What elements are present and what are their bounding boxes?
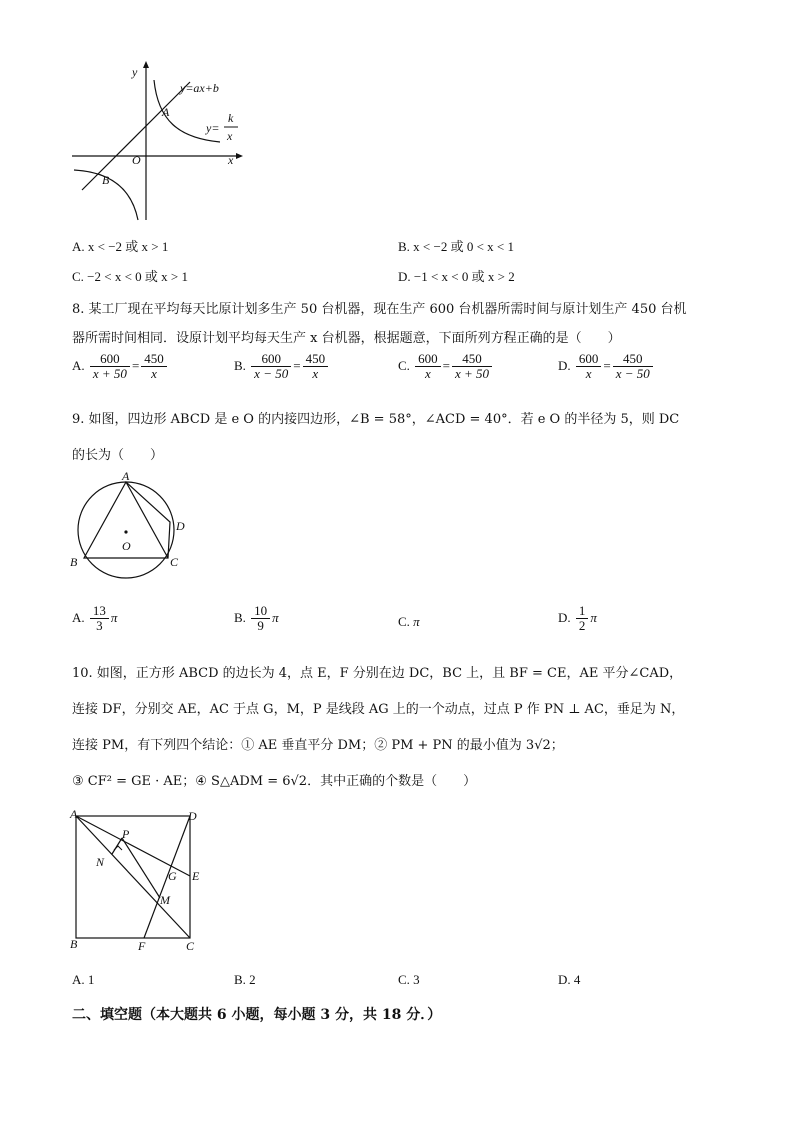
label-g: G	[168, 869, 177, 883]
frac-num: 600	[415, 352, 441, 367]
frac-num: 600	[251, 352, 291, 367]
segment-pn	[112, 838, 122, 854]
pi-symbol: π	[272, 609, 279, 625]
pi-symbol: π	[413, 614, 420, 629]
frac-den: 3	[96, 618, 103, 634]
q9-stem-line2: 的长为（ ）	[72, 448, 164, 463]
pi-symbol: π	[590, 609, 597, 625]
frac-num: 1	[576, 604, 589, 619]
label-m: M	[160, 893, 170, 907]
hyp-label-prefix: y=	[206, 121, 220, 135]
y-axis-arrow	[143, 61, 149, 68]
diagonal-ac	[126, 482, 168, 558]
frac-den: x + 50	[455, 366, 490, 382]
label-b: B	[70, 555, 78, 569]
q9-stem-line1: 9. 如图，四边形 ABCD 是 e O 的内接四边形，∠B = 58°，∠ACD = 40°．若 e O 的半径为 5，则 DC	[72, 412, 680, 427]
option-letter: A.	[72, 609, 85, 625]
section-2-header: 二、填空题（本大题共 6 小题，每小题 3 分，共 18 分．）	[72, 1007, 442, 1023]
frac-num: 450	[613, 352, 653, 367]
label-c: C	[186, 939, 195, 953]
q8-stem-line2: 器所需时间相同．设原计划平均每天生产 x 台机器，根据题意，下面所列方程正确的是（ ）	[72, 331, 621, 346]
q8-option-b[interactable]: B. $\frac{600}{x - 50}$ = $\frac{450}{x}$	[234, 352, 330, 382]
q8-option-d[interactable]: D. $\frac{600}{x}$ = $\frac{450}{x - 50}$	[558, 352, 655, 382]
hyp-num: k	[228, 111, 234, 125]
frac-den: x	[151, 366, 157, 382]
frac-num: 600	[90, 352, 130, 367]
option-letter: D.	[558, 357, 571, 373]
circle-o	[78, 482, 174, 578]
option-letter: B.	[234, 357, 246, 373]
frac-den: x − 50	[615, 366, 650, 382]
q8-option-c[interactable]: C. $\frac{600}{x}$ = $\frac{450}{x + 50}$	[398, 352, 494, 382]
frac-den: x + 50	[92, 366, 127, 382]
frac-den: x	[585, 366, 592, 382]
frac-den: x	[312, 366, 319, 382]
label-y: y	[132, 65, 138, 79]
q10-option-b[interactable]: B. 2	[234, 972, 256, 987]
option-letter: C.	[398, 614, 410, 629]
label-x: x	[228, 153, 234, 167]
label-o: O	[122, 539, 131, 553]
option-letter: C.	[398, 357, 410, 373]
frac-den: 9	[257, 618, 264, 634]
label-o: O	[132, 153, 141, 167]
label-f: F	[138, 939, 146, 953]
line-label: y=ax+b	[180, 81, 219, 95]
label-c: C	[170, 555, 179, 569]
q7-option-c[interactable]: C. −2 < x < 0 或 x > 1	[72, 269, 188, 284]
label-a: A	[162, 105, 170, 119]
frac-num: 450	[452, 352, 492, 367]
frac-num: 600	[576, 352, 602, 367]
segment-pm	[122, 838, 160, 898]
frac-den: x	[425, 366, 431, 382]
q7-option-a[interactable]: A. x < −2 或 x > 1	[72, 239, 169, 254]
label-d: D	[176, 519, 185, 533]
q10-stem-line4: ③ CF² = GE · AE；④ S△ADM = 6√2．其中正确的个数是（ ）	[72, 774, 477, 789]
option-letter: A.	[72, 357, 85, 373]
frac-num: 450	[303, 352, 329, 367]
q8-option-a[interactable]: A. $\frac{600}{x + 50}$ = $\frac{450}{x}$	[72, 352, 169, 382]
option-letter: D.	[558, 609, 571, 625]
label-e: E	[192, 869, 200, 883]
label-a: A	[122, 470, 130, 483]
frac-num: 10	[251, 604, 270, 619]
frac-den: x − 50	[254, 366, 289, 382]
label-b: B	[102, 173, 110, 187]
frac-den: 2	[578, 618, 586, 634]
q10-stem-line1: 10. 如图，正方形 ABCD 的边长为 4，点 E，F 分别在边 DC，BC 上，且 BF = CE，AE 平分∠CAD，	[72, 666, 683, 681]
label-b: B	[70, 937, 78, 951]
q10-stem-line2: 连接 DF，分别交 AE，AC 于点 G，M，P 是线段 AG 上的一个动点，过点 P 作 PN ⊥ AC，垂足为 N，	[72, 702, 685, 717]
q9-option-d[interactable]	[558, 604, 597, 634]
q9-option-a[interactable]	[72, 604, 117, 634]
q7-graph	[60, 60, 260, 230]
segment-df	[144, 816, 190, 938]
q10-stem-line3: 连接 PM，有下列四个结论：① AE 垂直平分 DM；② PM + PN 的最小值为 3√2；	[72, 738, 564, 753]
hyp-den: x	[227, 129, 233, 143]
label-n: N	[96, 855, 105, 869]
q9-circle-figure	[64, 470, 204, 580]
x-axis-arrow	[236, 153, 243, 159]
q7-option-b[interactable]: B. x < −2 或 0 < x < 1	[398, 239, 514, 254]
q10-square-figure	[64, 808, 214, 958]
q9-option-b[interactable]	[234, 604, 279, 634]
q10-option-c[interactable]: C. 3	[398, 972, 420, 987]
option-letter: B.	[234, 609, 246, 625]
frac-num: 450	[141, 352, 167, 367]
q10-option-d[interactable]: D. 4	[558, 972, 581, 987]
q8-stem-line1: 8. 某工厂现在平均每天比原计划多生产 50 台机器，现在生产 600 台机器所需时间与原计划生产 450 台机	[72, 302, 687, 317]
frac-num: 13	[90, 604, 109, 619]
label-d: D	[188, 809, 197, 823]
label-p: P	[122, 827, 130, 841]
segment-ae	[76, 816, 190, 876]
center-dot	[124, 530, 127, 533]
q7-option-d[interactable]: D. −1 < x < 0 或 x > 2	[398, 269, 515, 284]
label-a: A	[70, 808, 78, 821]
pi-symbol: π	[110, 609, 118, 625]
q10-option-a[interactable]: A. 1	[72, 972, 95, 987]
q9-option-c[interactable]	[398, 614, 420, 630]
